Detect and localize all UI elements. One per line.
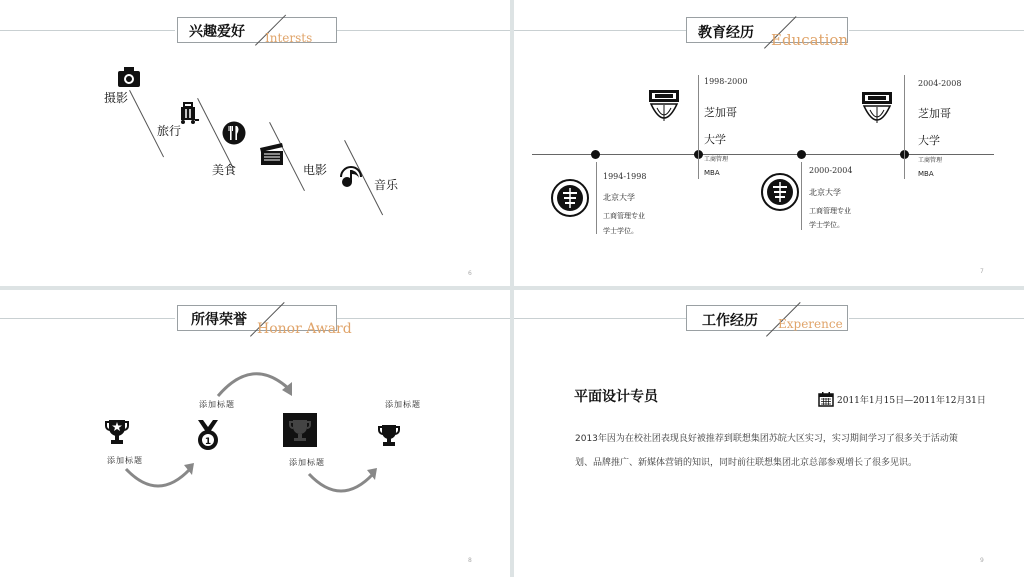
calendar-icon <box>818 391 834 407</box>
entry-line <box>596 162 597 234</box>
cutlery-icon <box>222 121 246 145</box>
entry-years: 1998-2000 <box>704 77 748 86</box>
trophy-cup-icon <box>283 413 317 447</box>
header-rule-right <box>337 318 510 319</box>
slide-education <box>514 0 1024 286</box>
award-label: 添加标题 <box>385 400 421 409</box>
header-rule-left <box>0 30 175 31</box>
cup-icon <box>377 423 401 449</box>
award-label: 添加标题 <box>289 458 325 467</box>
chicago-university-logo-icon <box>647 88 681 128</box>
header-rule-left <box>0 318 175 319</box>
section-subtitle: Honor Award <box>257 321 352 337</box>
entry-detail: 学士学位。 <box>809 221 844 229</box>
entry-school: 北京大学 <box>809 188 841 197</box>
entry-line <box>698 75 699 179</box>
section-title: 工作经历 <box>702 313 758 329</box>
entry-school: 大学 <box>704 133 726 146</box>
header-rule-right <box>849 318 1024 319</box>
entry-school: 芝加哥 <box>918 107 951 120</box>
entry-years: 1994-1998 <box>603 172 647 181</box>
slide-work <box>514 290 1024 577</box>
section-title: 兴趣爱好 <box>189 24 245 40</box>
page-number: 9 <box>980 557 984 564</box>
page-number: 8 <box>468 557 472 564</box>
section-title: 所得荣誉 <box>191 312 247 328</box>
entry-line <box>801 162 802 230</box>
section-subtitle: Education <box>771 31 849 49</box>
entry-years: 2004-2008 <box>918 79 962 88</box>
job-description-line: 2013年因为在校社团表现良好被推荐到联想集团苏皖大区实习，实习期间学习了很多关于活动策 <box>575 434 958 444</box>
timeline-dot <box>797 150 806 159</box>
curved-arrow-icon <box>212 364 296 400</box>
entry-detail: 学士学位。 <box>603 227 638 235</box>
header-rule-right <box>849 30 1024 31</box>
page-number: 7 <box>980 268 984 275</box>
entry-school: 大学 <box>918 134 940 147</box>
chicago-university-logo-icon <box>860 90 894 130</box>
entry-years: 2000-2004 <box>809 166 853 175</box>
hobby-label: 旅行 <box>157 124 182 138</box>
clapperboard-icon <box>259 142 285 166</box>
header-rule-left <box>514 30 687 31</box>
job-position: 平面设计专员 <box>574 389 658 405</box>
trophy-star-icon <box>104 418 130 446</box>
entry-detail: 工商管理 <box>918 157 943 164</box>
award-label: 添加标题 <box>107 456 143 465</box>
job-period: 2011年1月15日—2011年12月31日 <box>837 396 986 406</box>
svg-text:1: 1 <box>204 437 212 447</box>
hobby-label: 电影 <box>303 163 328 177</box>
header-rule-left <box>514 318 687 319</box>
entry-line <box>904 75 905 179</box>
hobby-label: 美食 <box>212 163 237 177</box>
award-label: 添加标题 <box>199 400 235 409</box>
medal-icon <box>194 418 222 452</box>
entry-detail: MBA <box>704 169 720 177</box>
page-number: 6 <box>468 270 472 277</box>
slide-honors <box>0 290 510 577</box>
entry-detail: MBA <box>918 170 934 178</box>
entry-school: 芝加哥 <box>704 106 737 119</box>
header-rule-right <box>337 30 510 31</box>
section-subtitle: Intersts <box>265 31 313 45</box>
slide-hobbies <box>0 0 510 286</box>
entry-school: 北京大学 <box>603 193 635 202</box>
peking-university-logo-icon <box>760 172 800 212</box>
camera-icon <box>117 66 141 88</box>
section-subtitle: Experence <box>778 317 843 331</box>
timeline-dot <box>591 150 600 159</box>
peking-university-logo-icon <box>550 178 590 218</box>
entry-detail: 工商管理专业 <box>809 207 851 215</box>
entry-detail: 工商管理 <box>704 156 729 163</box>
section-title: 教育经历 <box>698 25 754 41</box>
job-description-line: 划、品牌推广、新媒体营销的知识，同时前往联想集团北京总部参观增长了很多见识。 <box>575 458 918 468</box>
hobby-label: 音乐 <box>374 178 399 192</box>
entry-detail: 工商管理专业 <box>603 212 645 220</box>
hobby-label: 摄影 <box>104 91 129 105</box>
music-note-icon <box>338 164 364 190</box>
